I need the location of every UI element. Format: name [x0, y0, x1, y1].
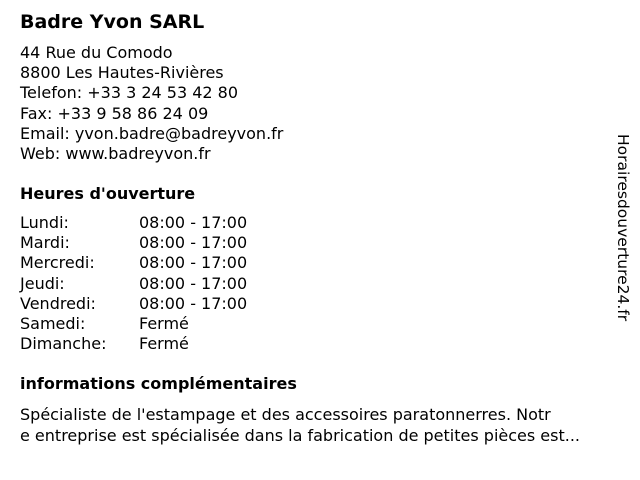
website-link[interactable]: Web: www.badreyvon.fr [20, 144, 211, 164]
hours-row-friday [20, 294, 247, 314]
day-label: Mercredi: [20, 253, 95, 273]
fax-number: Fax: +33 9 58 86 24 09 [20, 103, 209, 123]
address-street: 44 Rue du Comodo [20, 43, 173, 62]
hours-row-wednesday [20, 253, 247, 273]
hours-row-monday [20, 213, 247, 233]
opening-hours-table [20, 213, 247, 354]
business-description [20, 404, 620, 446]
address-city: 8800 Les Hautes-Rivières [20, 63, 224, 83]
description-line: Spécialiste de l'estampage et des accessoires paratonnerres. Notr [20, 405, 551, 424]
email-address[interactable]: Email: yvon.badre@badreyvon.fr [20, 123, 284, 143]
contact-block [20, 43, 283, 164]
day-label: Lundi: [20, 213, 69, 232]
day-hours: Fermé [139, 314, 189, 334]
hours-row-sunday [20, 334, 247, 354]
day-label: Vendredi: [20, 293, 96, 313]
day-label: Jeudi: [20, 273, 65, 293]
day-label: Dimanche: [20, 334, 107, 354]
hours-row-saturday [20, 314, 247, 334]
opening-hours-heading: Heures d'ouverture [20, 184, 196, 203]
day-label: Mardi: [20, 233, 70, 253]
day-hours: 08:00 - 17:00 [139, 293, 248, 313]
watermark-text: Horairesdouverture24.fr [614, 134, 632, 322]
day-hours: 08:00 - 17:00 [139, 253, 248, 273]
day-hours: 08:00 - 17:00 [139, 273, 248, 293]
day-hours: Fermé [139, 334, 189, 354]
business-name: Badre Yvon SARL [20, 11, 205, 33]
phone-number[interactable]: Telefon: +33 3 24 53 42 80 [20, 83, 239, 103]
day-hours: 08:00 - 17:00 [139, 233, 248, 253]
day-hours: 08:00 - 17:00 [139, 213, 248, 232]
description-line: e entreprise est spécialisée dans la fabrication de petites pièces est... [20, 426, 580, 445]
day-label: Samedi: [20, 314, 86, 334]
hours-row-tuesday [20, 233, 247, 253]
additional-info-heading: informations complémentaires [20, 374, 297, 393]
hours-row-thursday [20, 274, 247, 294]
